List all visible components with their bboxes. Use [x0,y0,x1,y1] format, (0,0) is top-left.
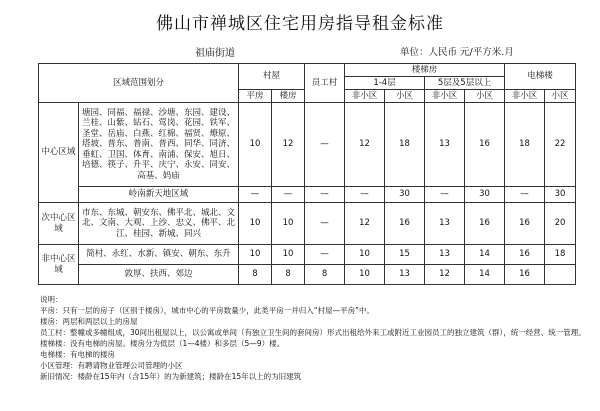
table-row [39,203,576,245]
rent-cell: 18 [505,103,545,187]
rent-cell: 16 [505,203,545,245]
non-complex-header: 非小区 [345,90,385,103]
note-line: 楼房：两层和两层以上的房屋 [40,317,138,326]
rent-cell: 14 [465,265,505,285]
rent-cell: 10 [345,245,385,265]
elevator-building-header: 电梯楼 [505,64,576,90]
table-row [39,245,576,265]
rent-cell: 10 [239,203,272,245]
rent-cell: 16 [465,103,505,187]
complex-header: 小区 [545,90,576,103]
rent-cell: — [305,187,345,203]
note-line: 新旧情况：楼龄在15年内（含15年）的为新建筑；楼龄在15年以上的为旧建筑 [40,372,302,381]
complex-header: 小区 [385,90,425,103]
note-line: 小区管理：有聘请物业管理公司管理的小区 [40,361,183,370]
stair-building-header: 楼梯房 [345,64,505,77]
rent-cell: 16 [385,203,425,245]
rent-cell: 18 [545,245,576,265]
rent-cell: 12 [345,203,385,245]
bungalow-header: 平房 [239,90,272,103]
region-header: 区域范围划分 [39,64,239,103]
rent-cell: 30 [545,187,576,203]
rent-cell: 12 [345,103,385,187]
rent-cell: — [425,187,465,203]
rent-cell: 13 [425,103,465,187]
rent-cell: 18 [385,103,425,187]
floors-high-header: 5层及5层以上 [425,77,505,90]
table-row [39,187,576,203]
zone-label: 中心区域 [39,103,79,203]
note-line: 楼梯楼：没有电梯的房屋。楼房分为低层（1—4楼）和多层（5—9）楼。 [40,339,285,348]
area-list: 岭南新天地区域 [79,187,239,203]
note-line: 平房：只有一层的房子（区别于楼房），城市中心的平房数量少，此类平房一并归入“村屋—平房”中。 [40,306,375,315]
table-row [39,103,576,187]
rent-cell: — [305,245,345,265]
rent-standard-table [38,63,576,285]
note-line: 电梯楼：有电梯的楼房 [40,350,115,359]
rent-cell: 15 [385,245,425,265]
area-list: 市东、东城、朝安东、佛平北、城北、文北、文南、大观、上沙、忠义、佛平、北江、桂园、新城、同兴 [79,203,239,245]
complex-header: 小区 [465,90,505,103]
rent-cell: 22 [545,103,576,187]
area-list: 简村、永红、水新、镇安、朝东、东升 [79,245,239,265]
rent-cell: 13 [385,265,425,285]
note-line: 员工村：整幢或多幢组成，30间出租屋以上，以公寓或单间（有独立卫生间的套间房）形式出租给外来工或附近工业园员工的独立建筑（群），统一经营、统一管理。 [40,328,586,337]
rent-cell: — [505,187,545,203]
rent-cell: 8 [305,265,345,285]
rent-cell: 13 [425,203,465,245]
table-row [39,265,576,285]
rent-cell: — [272,187,305,203]
rent-cell: 13 [425,245,465,265]
rent-cell: 10 [272,245,305,265]
village-header: 村屋 [239,64,305,90]
non-complex-header: 非小区 [425,90,465,103]
building-header: 楼房 [272,90,305,103]
rent-cell: 30 [465,187,505,203]
rent-cell: 10 [239,245,272,265]
rent-cell: 8 [272,265,305,285]
header-row-1 [39,64,576,77]
rent-cell: — [305,203,345,245]
rent-cell: — [305,103,345,187]
unit-label: 单位：人民币 元/平方米.月 [400,47,514,58]
rent-cell: 16 [505,265,545,285]
rent-cell [545,265,576,285]
rent-cell: 10 [239,103,272,187]
rent-cell: 12 [272,103,305,187]
rent-cell: 20 [545,203,576,245]
non-complex-header: 非小区 [505,90,545,103]
rent-cell: 16 [505,245,545,265]
area-list: 塘园、同福、福禄、沙塘、东园、建设、兰桂、山紫、钻石、莺岗、花园、铁军、圣堂、岳庙、白燕、红棉、福贤、燎原、塔坡、普东、普南、普西、同华、同济、垂虹、卫国、体育、南浦、保安、旭日、培德、筷子、升平、庆宁、永安、同安、高基、妈庙 [79,103,239,187]
rent-cell: 12 [425,265,465,285]
rent-cell: 10 [272,203,305,245]
zone-label: 非中心区域 [39,245,79,285]
staff-village-header: 员工村 [305,64,345,103]
notes-section [40,294,590,382]
zone-label: 次中心区域 [39,203,79,245]
street-subtitle: 祖庙街道 [195,48,235,59]
area-list: 敦厚、扶西、郊边 [79,265,239,285]
rent-cell: 8 [239,265,272,285]
rent-cell: 16 [465,203,505,245]
rent-cell: — [345,187,385,203]
rent-cell: 30 [385,187,425,203]
floors-low-header: 1-4层 [345,77,425,90]
note-line: 说明： [40,295,63,304]
rent-cell: 14 [465,245,505,265]
rent-cell: 10 [345,265,385,285]
page-title: 佛山市禅城区住宅用房指导租金标准 [156,14,444,34]
rent-cell: — [239,187,272,203]
